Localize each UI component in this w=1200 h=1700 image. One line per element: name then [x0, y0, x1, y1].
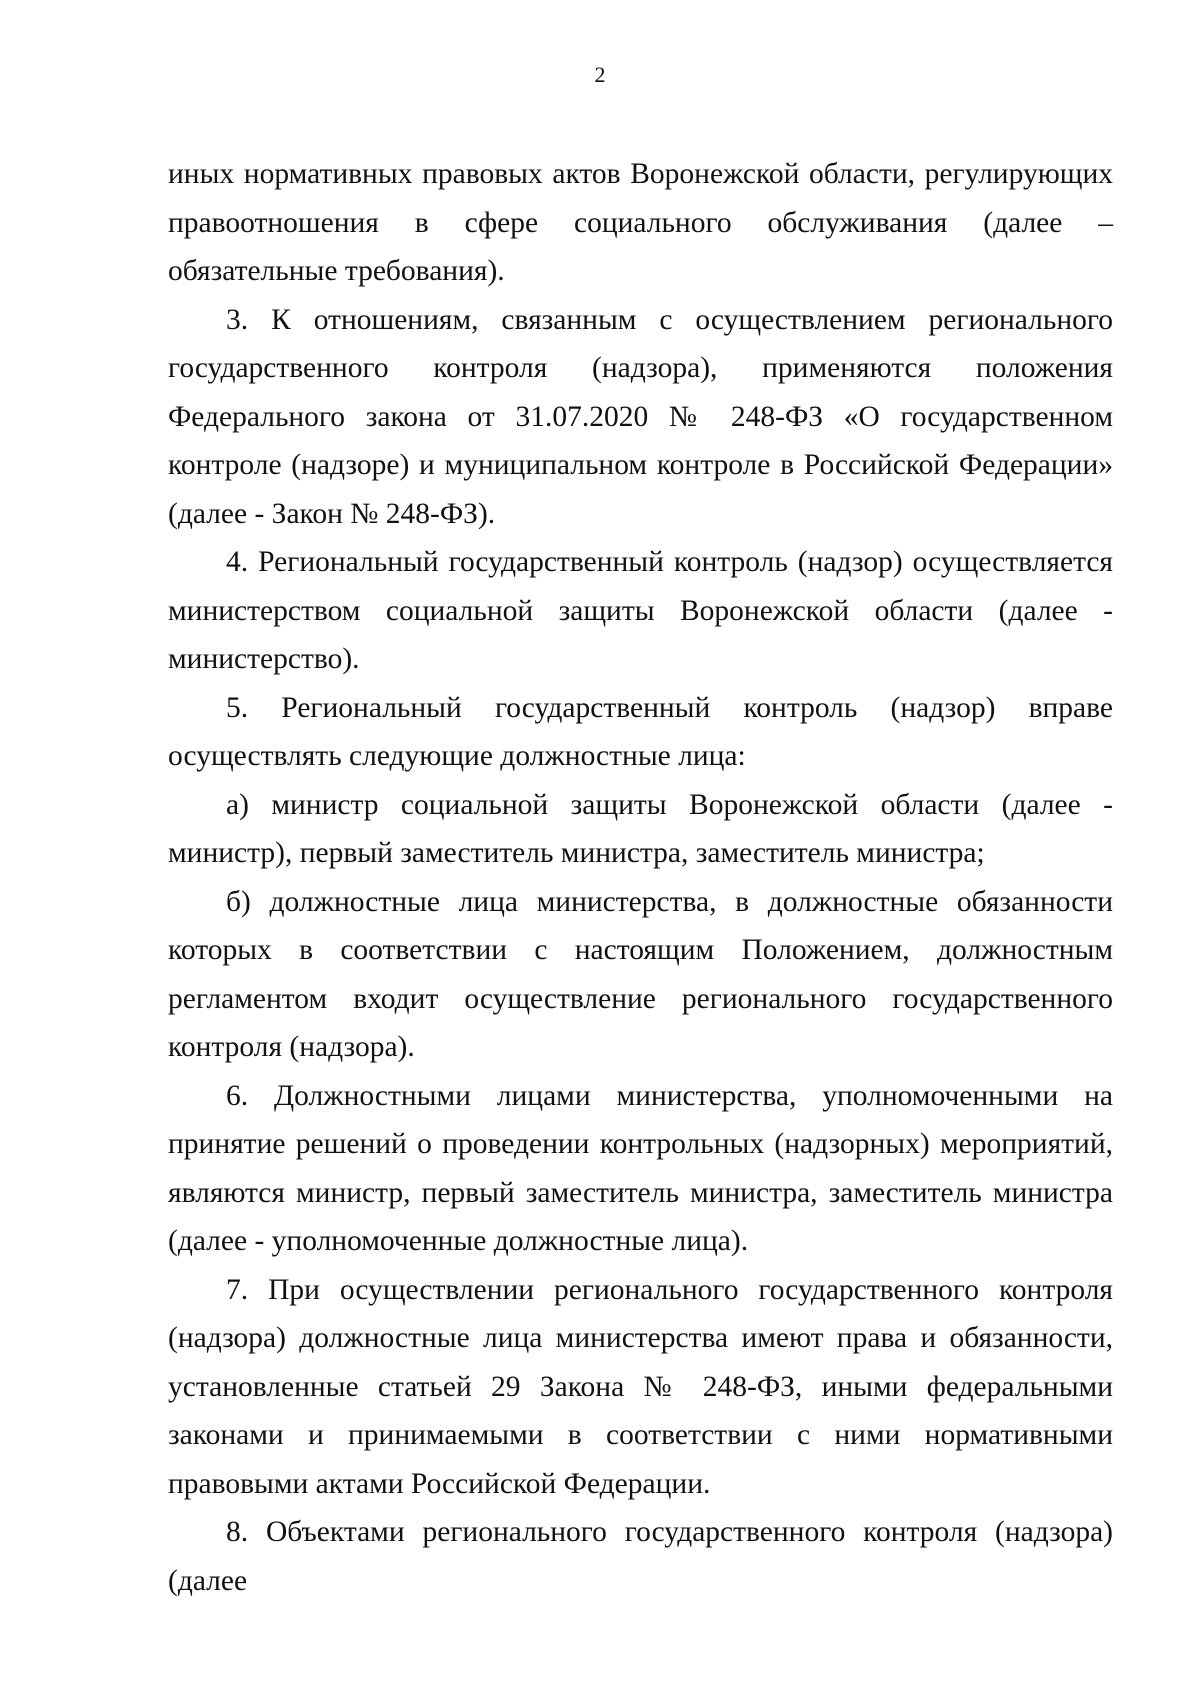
- paragraph-5b: б) должностные лица министерства, в должностные обязанности которых в соответствии с настоящим Положением, должностным регламентом входит осуществление регионального государственного контроля (надзора).: [168, 885, 1113, 1063]
- document-body: [168, 150, 1113, 1605]
- paragraph-7: 7. При осуществлении регионального государственного контроля (надзора) должностные лица министерства имеют права и обязанности, установленные статьей 29 Закона № 248-ФЗ, иными федеральными законами и принимаемыми в соответствии с ними нормативными правовыми актами Российской Федерации.: [168, 1273, 1113, 1500]
- paragraph-4: 4. Региональный государственный контроль (надзор) осуществляется министерством социальной защиты Воронежской области (далее - министерство).: [168, 546, 1113, 675]
- paragraph-5: 5. Региональный государственный контроль (надзор) вправе осуществлять следующие должностные лица:: [168, 691, 1113, 772]
- paragraph-continuation: иных нормативных правовых актов Воронежской области, регулирующих правоотношения в сфере социального обслуживания (далее – обязательные требования).: [168, 158, 1113, 287]
- paragraph-6: 6. Должностными лицами министерства, уполномоченными на принятие решений о проведении контрольных (надзорных) мероприятий, являются министр, первый заместитель министра, заместитель министра (далее - уполномоченные должностные лица).: [168, 1079, 1113, 1257]
- paragraph-5a: а) министр социальной защиты Воронежской области (далее - министр), первый заместитель министра, заместитель министра;: [168, 788, 1113, 869]
- page-number: 2: [594, 62, 606, 87]
- paragraph-8: 8. Объектами регионального государственного контроля (надзора) (далее: [168, 1516, 1113, 1597]
- paragraph-3: 3. К отношениям, связанным с осуществлением регионального государственного контроля (надзора), применяются положения Федерального закона от 31.07.2020 № 248-ФЗ «О государственном контроле (надзоре) и муниципальном контроле в Российской Федерации» (далее - Закон № 248-ФЗ).: [168, 303, 1113, 530]
